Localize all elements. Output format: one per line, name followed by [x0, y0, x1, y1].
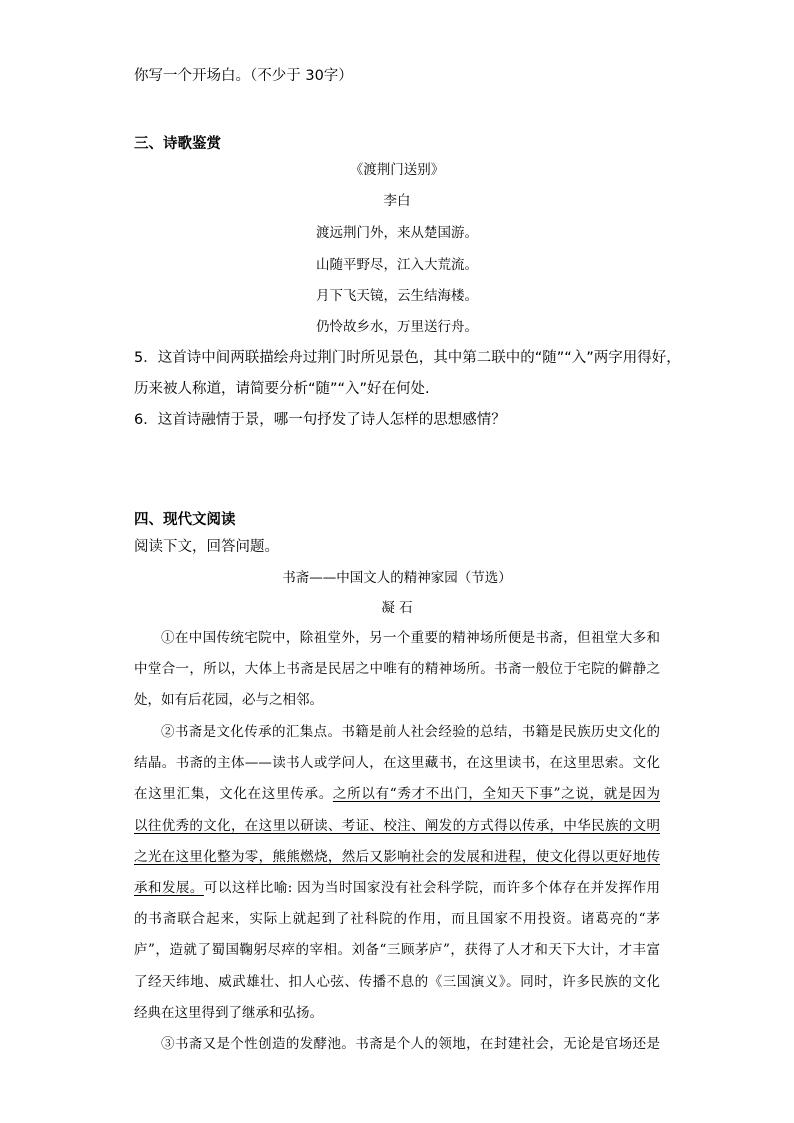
reading-instruction: 阅读下文，回答问题。	[134, 539, 279, 555]
paragraph-1	[134, 623, 660, 717]
poem-line-3: 月下飞天镜，云生结海楼。	[316, 288, 478, 304]
paragraph-2	[134, 717, 660, 1029]
paragraph-2-line: 庐”，造就了蜀国鞠躬尽瘁的宰相。刘备“三顾茅庐”，获得了人才和天下大计，才丰富	[134, 942, 660, 959]
paragraph-2-line: 结晶。书斋的主体——读书人或学问人，在这里藏书，在这里读书，在这里思索。文化	[134, 755, 660, 772]
question-5-line-1: 5．这首诗中间两联描绘舟过荆门时所见景色，其中第二联中的“随”“入”两字用得好，	[134, 350, 681, 366]
paragraph-3	[134, 1029, 660, 1060]
poem-line-4: 仍怜故乡水，万里送行舟。	[316, 319, 478, 335]
poem-title: 《渡荆门送别》	[349, 162, 445, 178]
article-title: 书斋——中国文人的精神家园（节选）	[282, 570, 512, 586]
question-6: 6．这首诗融情于景，哪一句抒发了诗人怎样的思想感情？	[134, 412, 506, 428]
paragraph-1-line: 处，如有后花园，必与之相邻。	[134, 692, 323, 709]
question-5-line-2: 历来被人称道，请简要分析“随”“入”好在何处.	[134, 381, 430, 397]
underlined-sentence: 之所以有“秀才不出门，全知天下事”之说，就是因为	[332, 786, 661, 803]
poem-line-1: 渡远荆门外，来从楚国游。	[316, 225, 478, 241]
paragraph-2-line: ②书斋是文化传承的汇集点。书籍是前人社会经验的总结，书籍是民族历史文化的	[161, 724, 660, 740]
section-4-heading: 四、现代文阅读	[134, 512, 236, 528]
previous-question-tail: 你写一个开场白。（不少于 30字）	[134, 68, 353, 84]
underlined-sentence-line: 以往优秀的文化，在这里以研读、考证、校注、阐发的方式得以传承，中华民族的文明	[134, 817, 660, 834]
paragraph-1-line: 中堂合一，所以，大体上书斋是民居之中唯有的精神场所。书斋一般位于宅院的僻静之	[134, 661, 660, 678]
paragraph-2-text: 可以这样比喻: 因为当时国家没有社会科学院，而许多个体存在并发挥作用	[203, 879, 660, 896]
paragraph-2-line: 了经天纬地、威武雄壮、扣人心弦、传播不息的《三国演义》。同时，许多民族的文化	[134, 973, 660, 990]
paragraph-1-line: ①在中国传统宅院中，除祖堂外，另一个重要的精神场所便是书斋，但祖堂大多和	[161, 630, 660, 646]
paragraph-2-line: 的书斋联合起来，实际上就起到了社科院的作用，而且国家不用投资。诸葛亮的“茅	[134, 911, 660, 928]
paragraph-2-text: 在这里汇集，文化在这里传承。	[134, 786, 333, 803]
paragraph-3-line: ③书斋又是个性创造的发酵池。书斋是个人的领地，在封建社会，无论是官场还是	[161, 1036, 660, 1052]
paragraph-2-line	[134, 873, 660, 904]
section-3-heading: 三、诗歌鉴赏	[134, 136, 221, 152]
article-author: 凝 石	[381, 600, 413, 616]
paragraph-2-line	[134, 779, 660, 810]
paragraph-2-line: 经典在这里得到了继承和弘扬。	[134, 1004, 323, 1021]
underlined-sentence-end: 承和发展。	[134, 879, 204, 896]
poem-author: 李白	[383, 193, 411, 209]
underlined-sentence-line: 之光在这里化整为零，熊熊燃烧，然后又影响社会的发展和进程，使文化得以更好地传	[134, 848, 660, 865]
poem-line-2: 山随平野尽，江入大荒流。	[316, 257, 478, 273]
